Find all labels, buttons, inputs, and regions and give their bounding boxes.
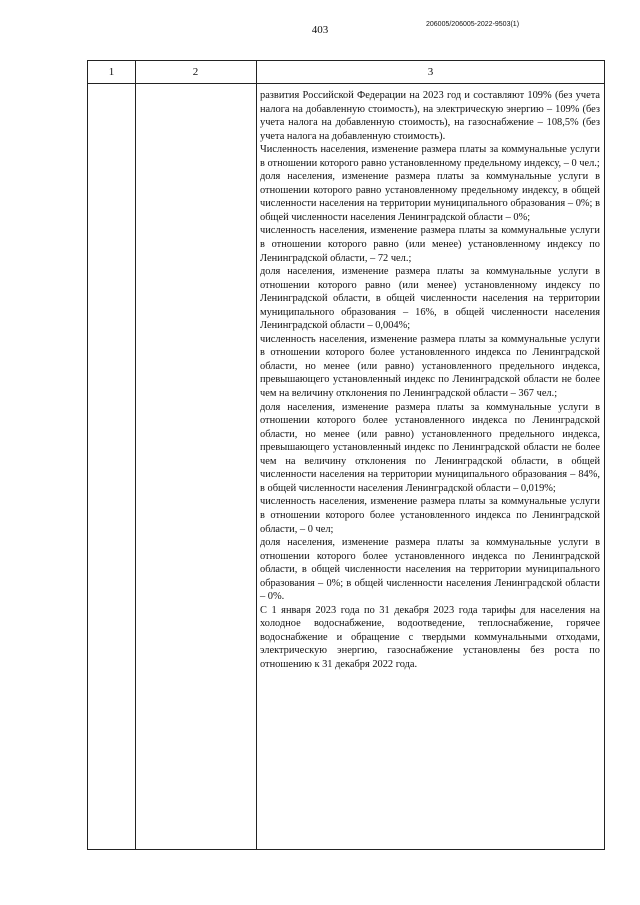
paragraph: С 1 января 2023 года по 31 декабря 2023 года тарифы для населения на холодное водоснабжение, водоотведение, теплоснабжение, горячее водоснабжение и обращение с твердыми коммунальными отходами, электрическую энергию, газоснабжение установлены без роста по отношению к 31 декабря 2022 года.: [260, 604, 600, 670]
page-number: 403: [311, 24, 329, 36]
paragraph: численность населения, изменение размера платы за коммунальные услуги в отношении которого равно (или менее) установленному индексу по Ленинградской области, – 72 чел.;: [260, 225, 600, 264]
paragraph: доля населения, изменение размера платы за коммунальные услуги в отношении которого равно (или менее) установленному индексу по Ленинградской области, в общей численности населения на территории муниципального образования – 16%, в общей численности населения Ленинградской области – 0,004%;: [260, 266, 600, 332]
paragraph: доля населения, изменение размера платы за коммунальные услуги в отношении которого более установленного индекса по Ленинградской области, в общей численности населения на территории муниципального образования – 0%; в общей численности населения Ленинградской области – 0%.: [260, 537, 600, 603]
paragraph: развития Российской Федерации на 2023 год и составляют 109% (без учета налога на добавленную стоимость), на электрическую энергию – 109% (без учета налога на добавленную стоимость), на газоснабжение – 108,5% (без учета налога на добавленную стоимость).: [260, 90, 600, 142]
paragraph: доля населения, изменение размера платы за коммунальные услуги в отношении которого равно установленному предельному индексу, в общей численности населения на территории муниципального образования – 0%; в общей численности населения Ленинградской области – 0%;: [260, 171, 600, 223]
column-header-1: 1: [108, 66, 115, 78]
column-header-3: 3: [427, 66, 434, 78]
column-3-content: [260, 89, 600, 672]
paragraph: Численность населения, изменение размера платы за коммунальные услуги в отношении которого равно установленному предельному индексу, – 0 чел.;: [260, 144, 600, 169]
paragraph: доля населения, изменение размера платы за коммунальные услуги в отношении которого более установленного индекса по Ленинградской области, но менее (или равно) установленного предельного индекса, превышающего установленный индекс по Ленинградской области не более чем на величину отклонения по Ленинградской области, в общей численности населения на территории муниципального образования – 84%, в общей численности населения Ленинградской области – 0,019%;: [260, 401, 600, 494]
document-code: 206005/206005-2022-9503(1): [426, 21, 520, 28]
column-divider: [256, 61, 257, 849]
document-table: [87, 60, 605, 850]
column-divider: [135, 61, 136, 849]
table-header-row: [88, 61, 604, 84]
column-header-2: 2: [192, 66, 199, 78]
paragraph: численность населения, изменение размера платы за коммунальные услуги в отношении которого более установленного индекса по Ленинградской области, – 0 чел;: [260, 496, 600, 535]
paragraph: численность населения, изменение размера платы за коммунальные услуги в отношении которого более установленного индекса по Ленинградской области, но менее (или равно) установленного предельного индекса, превышающего установленный индекс по Ленинградской области не более чем на величину отклонения по Ленинградской области – 367 чел.;: [260, 333, 600, 400]
